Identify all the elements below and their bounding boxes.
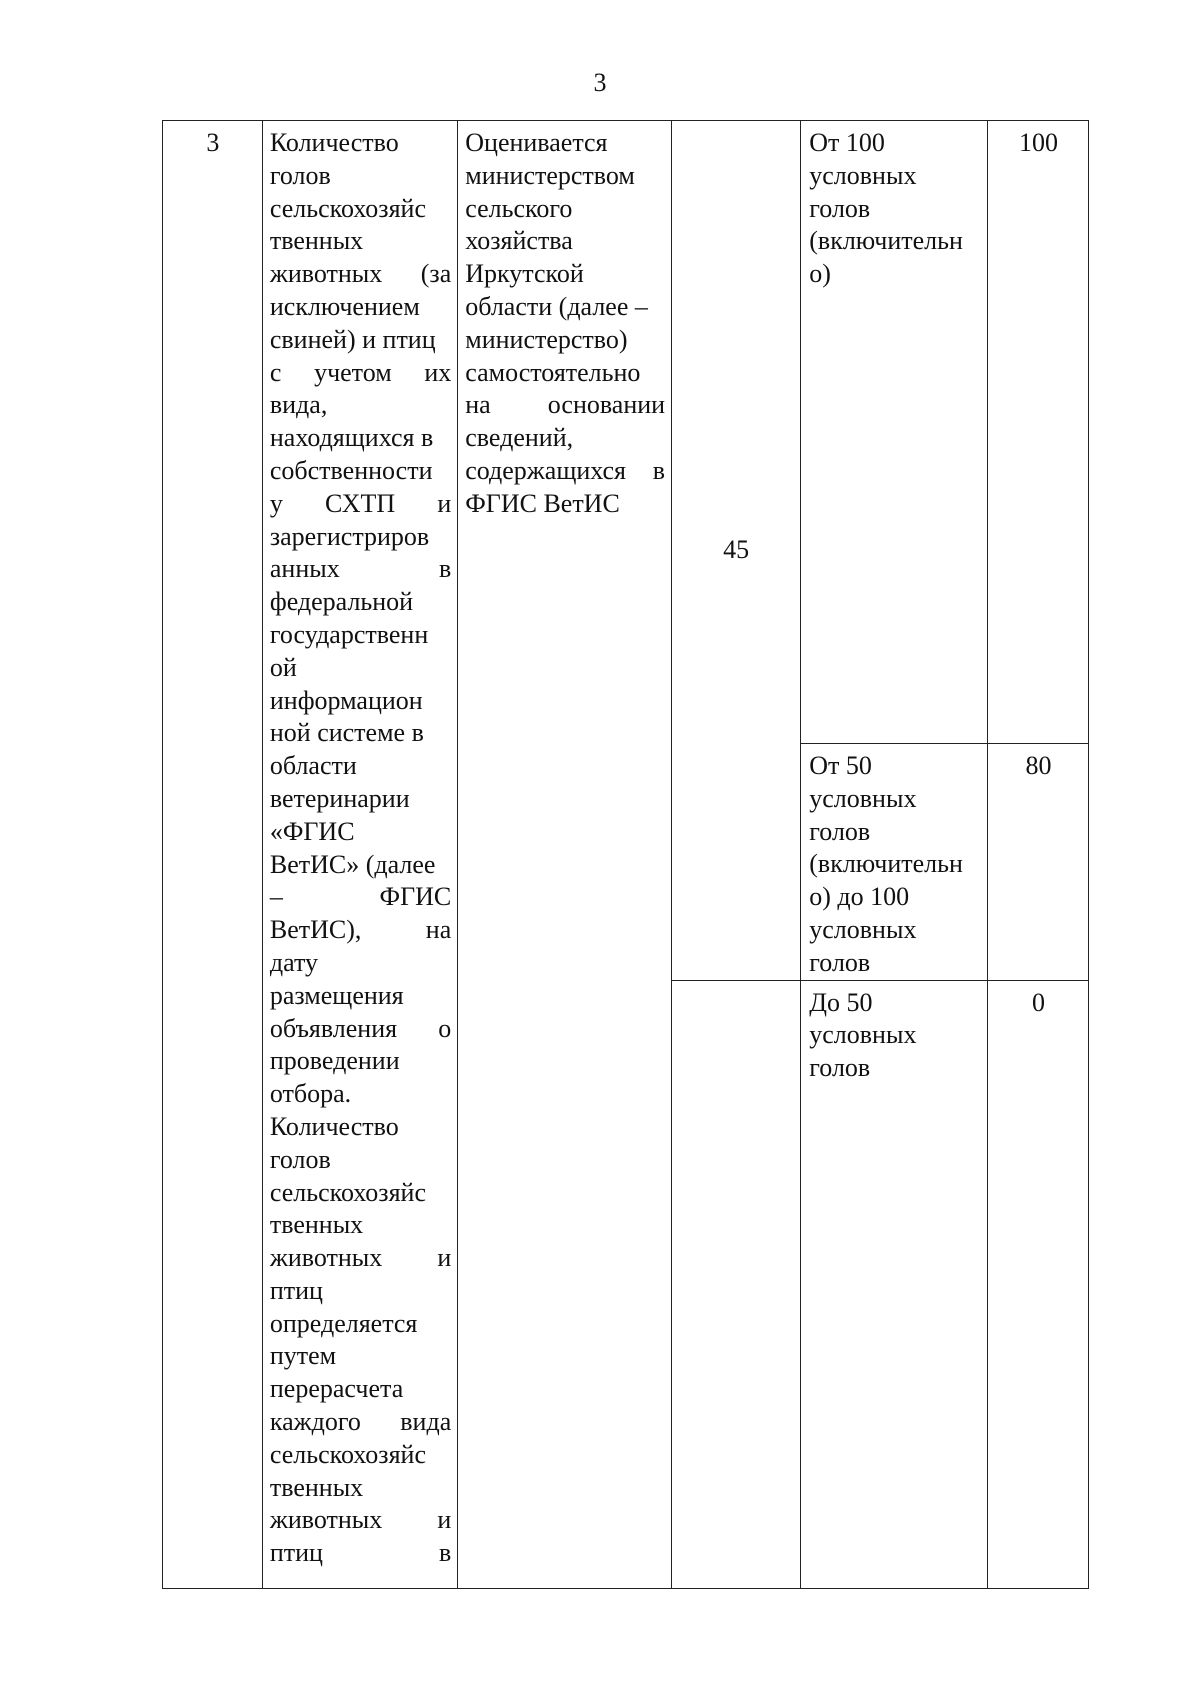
text-line: сельскохозяйс: [269, 1439, 426, 1469]
text-line: Количество: [269, 1111, 399, 1141]
text-line: области: [269, 751, 357, 781]
score-value-1: 100: [1018, 128, 1058, 157]
range-cell-3: [801, 980, 988, 1588]
text-line: сельского: [465, 193, 573, 223]
text-line: голов: [809, 816, 871, 846]
text-line: зарегистриров: [269, 521, 430, 551]
text-line: перерасчета: [269, 1374, 404, 1404]
text-line: твенных: [269, 1472, 364, 1502]
text-line: твенных: [269, 1210, 364, 1240]
text-line: ветеринарии: [269, 783, 410, 813]
text-line: голов: [809, 193, 871, 223]
text-line: о): [809, 259, 831, 289]
text-line: ФГИС ВетИС: [465, 488, 620, 518]
text-line: птиц в: [269, 1538, 452, 1568]
weight-cell-empty: [672, 980, 801, 1588]
text-line: ВетИС» (далее: [269, 849, 436, 879]
row-number: 3: [206, 128, 220, 157]
text-line: «ФГИС: [269, 816, 355, 846]
text-line: ой: [269, 652, 297, 682]
text-line: определяется: [269, 1308, 418, 1338]
range-cell-2: [801, 744, 988, 981]
score-value-3: 0: [1031, 987, 1045, 1017]
text-line: сведений,: [465, 423, 574, 453]
text-line: области (далее –: [465, 291, 648, 321]
text-line: Иркутской: [465, 259, 584, 289]
text-line: (включительн: [809, 226, 963, 256]
score-cell-3: [987, 980, 1088, 1588]
text-line: собственности: [269, 455, 433, 485]
text-line: самостоятельно: [465, 357, 641, 387]
text-line: хозяйства: [465, 226, 573, 256]
text-line: До 50: [809, 987, 873, 1017]
score-cell-2: [987, 744, 1088, 981]
text-line: объявления о: [269, 1013, 452, 1043]
text-line: голов: [269, 1144, 331, 1174]
range-text-3: [809, 987, 981, 1085]
range-cell-1: [801, 121, 988, 744]
text-line: о) до 100: [809, 882, 910, 912]
text-line: свиней) и птиц: [269, 324, 436, 354]
text-line: ВетИС), на: [269, 915, 452, 945]
score-value-2: 80: [1025, 751, 1052, 780]
text-line: информацион: [269, 685, 423, 715]
criterion-text: [270, 127, 451, 1570]
text-line: у СХТП и: [269, 488, 452, 518]
text-line: с учетом их: [269, 357, 452, 387]
text-line: голов: [809, 947, 871, 977]
page-number: 3: [593, 68, 607, 97]
criterion-cell: [262, 121, 457, 1589]
criteria-table: [162, 120, 1089, 1589]
text-line: исключением: [269, 291, 420, 321]
text-line: (включительн: [809, 849, 963, 879]
text-line: условных: [809, 783, 917, 813]
text-line: дату: [269, 947, 318, 977]
text-line: голов: [809, 1053, 871, 1083]
text-line: находящихся в: [269, 423, 434, 453]
text-line: твенных: [269, 226, 364, 256]
weight-cell: [672, 121, 801, 981]
text-line: каждого вида: [269, 1407, 452, 1437]
text-line: государственн: [269, 619, 429, 649]
text-line: животных и: [269, 1505, 452, 1535]
text-line: животных и: [269, 1243, 452, 1273]
text-line: проведении: [269, 1046, 400, 1076]
text-line: ной системе в: [269, 718, 424, 748]
text-line: на основании: [465, 390, 666, 420]
method-text: [465, 127, 665, 521]
text-line: сельскохозяйс: [269, 1177, 426, 1207]
text-line: отбора.: [269, 1079, 352, 1109]
text-line: Количество: [269, 128, 399, 157]
text-line: анных в: [269, 554, 452, 584]
text-line: – ФГИС: [269, 882, 452, 912]
score-cell-1: [987, 121, 1088, 744]
row-number-cell: [163, 121, 263, 1589]
text-line: размещения: [269, 980, 404, 1010]
text-line: условных: [809, 914, 917, 944]
table-row: [163, 121, 1089, 744]
text-line: федеральной: [269, 587, 414, 617]
text-line: От 100: [809, 128, 885, 157]
text-line: птиц: [269, 1275, 323, 1305]
range-text-2: [809, 750, 981, 980]
text-line: министерством: [465, 160, 635, 190]
method-cell: [458, 121, 672, 1589]
text-line: голов: [269, 160, 331, 190]
text-line: животных (за: [269, 259, 452, 289]
text-line: министерство): [465, 324, 628, 354]
text-line: условных: [809, 160, 917, 190]
text-line: От 50: [809, 751, 872, 780]
text-line: путем: [269, 1341, 337, 1371]
text-line: сельскохозяйс: [269, 193, 426, 223]
range-text-1: [809, 127, 981, 291]
text-line: вида,: [269, 390, 328, 420]
text-line: содержащихся в: [465, 455, 666, 485]
text-line: условных: [809, 1020, 917, 1050]
weight-value: 45: [723, 534, 750, 564]
text-line: Оценивается: [465, 128, 608, 157]
